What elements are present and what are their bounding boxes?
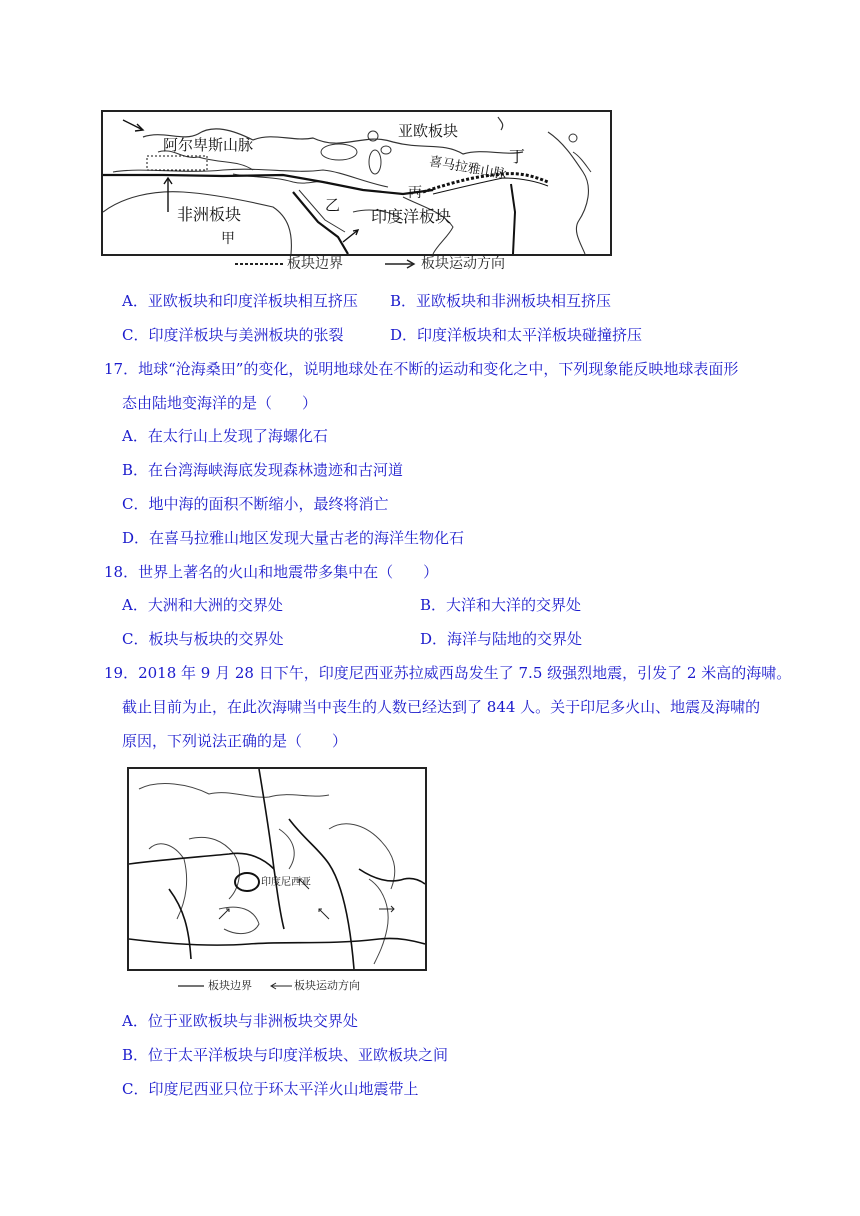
q17-option-a: A．在太行山上发现了海螺化石 <box>122 427 328 445</box>
q18-stem: 18．世界上著名的火山和地震带多集中在（ ） <box>104 563 439 581</box>
legend-boundary-label: 板块边界 <box>208 979 252 992</box>
arrow-icon <box>385 259 417 269</box>
plate-map-eurasia <box>101 110 612 256</box>
legend-direction-label: 板块运动方向 <box>421 256 505 272</box>
q18-option-d: D．海洋与陆地的交界处 <box>420 630 583 648</box>
label-indian-plate: 印度洋板块 <box>371 207 452 226</box>
q19-option-b: B．位于太平洋板块与印度洋板块、亚欧板块之间 <box>122 1046 449 1064</box>
boundary-line-icon <box>235 259 285 269</box>
label-eurasia-plate: 亚欧板块 <box>398 122 459 140</box>
q19-stem-line3: 原因，下列说法正确的是（ ） <box>122 732 348 750</box>
q17-stem-line1: 17．地球“沧海桑田”的变化，说明地球处在不断的运动和变化之中，下列现象能反映地球表面形 <box>104 360 739 378</box>
legend-direction-label: 板块运动方向 <box>294 979 360 992</box>
q18-option-b: B．大洋和大洋的交界处 <box>420 596 582 614</box>
world-map-drawing <box>129 769 425 969</box>
label-jia: 甲 <box>221 231 235 247</box>
q16-option-a: A．亚欧板块和印度洋板块相互挤压 <box>122 292 358 310</box>
label-indonesia: 印度尼西亚 <box>261 877 311 888</box>
q18-option-a: A．大洲和大洲的交界处 <box>122 596 283 614</box>
world-plate-map <box>127 767 427 971</box>
q17-option-d: D．在喜马拉雅山地区发现大量古老的海洋生物化石 <box>122 529 465 547</box>
q16-option-b: B．亚欧板块和非洲板块相互挤压 <box>390 292 612 310</box>
label-ding: 丁 <box>509 147 526 166</box>
q19-stem-line2: 截止目前为止，在此次海啸当中丧生的人数已经达到了 844 人。关于印尼多火山、地震及海啸的 <box>122 698 761 716</box>
boundary-line-icon <box>178 982 206 990</box>
q17-option-c: C．地中海的面积不断缩小，最终将消亡 <box>122 495 389 513</box>
q17-stem-line2: 态由陆地变海洋的是（ ） <box>122 394 318 412</box>
q19-stem-line1: 19．2018 年 9 月 28 日下午，印度尼西亚苏拉威西岛发生了 7.5 级强烈地震，引发了 2 米高的海啸。 <box>104 664 792 682</box>
q16-option-d: D．印度洋板块和太平洋板块碰撞挤压 <box>390 326 643 344</box>
label-alps: 阿尔卑斯山脉 <box>163 136 254 154</box>
label-bing: 丙 <box>408 185 422 201</box>
q16-option-c: C．印度洋板块与美洲板块的张裂 <box>122 326 344 344</box>
q19-option-c: C．印度尼西亚只位于环太平洋火山地震带上 <box>122 1080 419 1098</box>
legend-boundary-label: 板块边界 <box>287 256 343 272</box>
arrow-icon <box>270 982 292 990</box>
q18-option-c: C．板块与板块的交界处 <box>122 630 284 648</box>
q19-option-a: A．位于亚欧板块与非洲板块交界处 <box>122 1012 358 1030</box>
label-africa-plate: 非洲板块 <box>177 205 242 224</box>
label-yi: 乙 <box>325 196 341 214</box>
label-himalaya: 喜马拉雅山脉 <box>427 154 508 183</box>
q17-option-b: B．在台湾海峡海底发现森林遗迹和古河道 <box>122 461 404 479</box>
